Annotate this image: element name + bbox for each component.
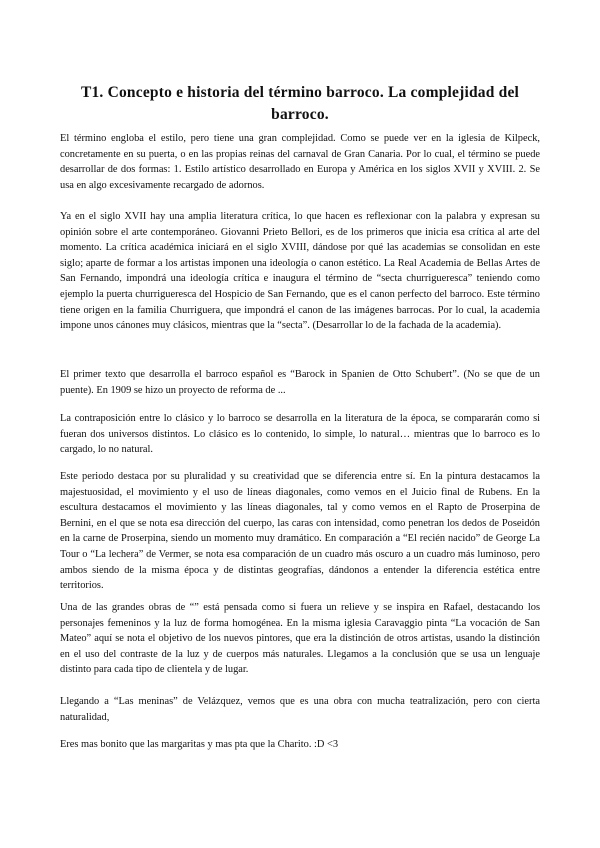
paragraph-primer-texto: El primer texto que desarrolla el barroco español es “Barock in Spanien de Otto Schubert”. (No se que de un puente). En 1909 se hizo un proyecto de reforma de ...: [60, 369, 540, 396]
paragraph-contraposicion: La contraposición entre lo clásico y lo barroco se desarrolla en la literatura de la época, se compararán como si fueran dos universos distintos. Lo clásico es lo contenido, lo simple, lo natural… mientras que lo barroco es lo cargado, lo no natural.: [60, 413, 540, 456]
paragraph-closing: Eres mas bonito que las margaritas y mas pta que la Charito. :D <3: [60, 739, 339, 750]
paragraph-periodo: Este periodo destaca por su pluralidad y su creatividad que se diferencia entre sí. En la pintura destacamos la majestuosidad, el movimiento y el uso de líneas diagonales, como vemos en el Juicio final de Rubens. En la escultura destacamos el movimiento y las líneas diagonales, tal y como vemos en el Rapto de Proserpina de Bernini, en el que se nota esa dirección del cuerpo, las caras con intensidad, como penetran los dedos de Poseidón en la carne de Proserpina, siendo un momento muy dramático. En comparación a “El recién nacido” de George La Tour o “La lechera” de Vermer, se nota esa comparación de un cuadro más oscuro a un cuadro más luminoso, pero ambos siendo de la misma época y de distintas geografías, dándonos a entender la diferencia estética entre territorios.: [60, 471, 540, 592]
paragraph-critica: Ya en el siglo XVII hay una amplia literatura crítica, lo que hacen es reflexionar con la palabra y expresan su opinión sobre el arte contemporáneo. Giovanni Prieto Bellori, es de los primeros que inicia esa crítica al arte del momento. La crítica académica iniciará en el siglo XVIII, dándose por qué las academias se consolidan en este siglo; aparte de formar a los artistas imponen una ideología o canon estético. La Real Academia de Bellas Artes de San Fernando, impondrá una ideología crítica e inaugura el término de “secta churrigueresca” teniendo como ejemplo la puerta churrigueresca del Hospicio de San Fernando, que es el canon perfecto del barroco. Este término tiene origen en la familia Churriguera, que impondrá el canon de las imágenes barrocas. Por lo cual, la academia impone unos cánones muy clásicos, mientras que la “secta”. (Desarrollar lo de la fachada de la academia).: [60, 211, 540, 332]
paragraph-intro: El término engloba el estilo, pero tiene una gran complejidad. Como se puede ver en la iglesia de Kilpeck, concretamente en su puerta, o en las propias reinas del carnaval de Gran Canaria. Por lo cual, el término se puede desarrollar de dos formas: 1. Estilo artístico desarrollado en Europa y América en los siglos XVII y XVIII. 2. Se usa en algo excesivamente recargado de adornos.: [60, 133, 540, 191]
paragraph-meninas: Llegando a “Las meninas” de Velázquez, vemos que es una obra con mucha teatralización, pero con cierta naturalidad,: [60, 696, 540, 723]
page-title: T1. Concepto e historia del término barroco. La complejidad del barroco.: [80, 84, 520, 124]
paragraph-grandes-obras: Una de las grandes obras de “” está pensada como si fuera un relieve y se inspira en Rafael, destacando los personajes femeninos y la luz de forma homogénea. En la misma iglesia Caravaggio pinta “La vocación de San Mateo” aquí se nota el objetivo de los nuevos pintores, que era la distinción de otros artistas, usando la distinción en el uso del contraste de la luz y de cuerpos más naturales. Llegamos a la conclusión que se usa un lenguaje distinto para cada tipo de clientela y de lugar.: [60, 602, 540, 676]
